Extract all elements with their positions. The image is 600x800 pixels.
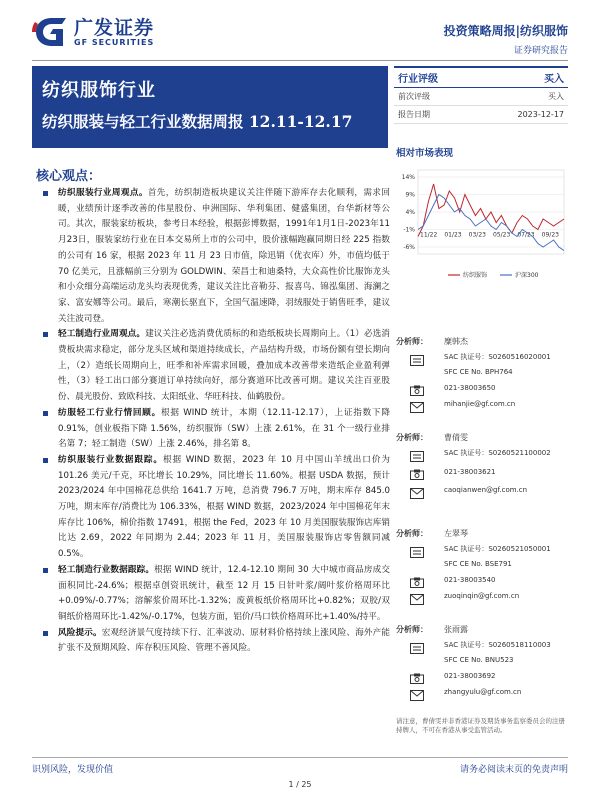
analyst-phone: 021-38003692 [444, 672, 496, 680]
x-tick-label: 11/22 [420, 231, 438, 239]
gf-logo [32, 16, 154, 48]
bullet-lead: 轻工制造行业数据跟踪。 [58, 564, 155, 575]
id-card-icon [410, 355, 424, 366]
series-line [418, 184, 564, 237]
core-views-content [40, 186, 390, 657]
analyst-label: 分析师： [396, 337, 428, 346]
rating-value: 买入 [544, 74, 564, 85]
legend-label: 纺织服饰 [463, 272, 488, 279]
x-tick-label: 07/23 [517, 231, 535, 239]
analyst-email: caoqianwen@gf.com.cn [444, 486, 528, 494]
analyst-label: 分析师： [396, 433, 428, 442]
bullet-text: 宏观经济景气度持续下行、汇率波动、原材料价格持续上涨风险、海外产能扩张不及预期风险、库存积压风险、管理不善风险。 [58, 627, 390, 654]
analyst-email: mihanjie@gf.com.cn [444, 400, 516, 408]
analyst-email: zuoqinqin@gf.com.cn [444, 592, 520, 600]
bullet-textile-weekly [40, 186, 390, 327]
analyst-name: 张雨露 [444, 625, 468, 634]
id-card-icon [410, 547, 424, 558]
phone-icon [410, 469, 424, 480]
footer-slogan: 识别风险，发现价值 [32, 765, 114, 775]
analyst-sfc: SFC CE No. BNU523 [444, 656, 514, 664]
report-subtype: 证券研究报告 [513, 46, 568, 56]
report-date-label: 报告日期 [398, 110, 430, 119]
bullet-text: 根据 WIND 数据，2023 年 10 月中国山羊绒出口价为 101.26 美元/千克，环比增长 10.29%，同比增长 11.60%。根据 USDA 数据，预计 2023/2024 年中国棉花总供给 1641.7 万吨，总消费 796.7 万吨，期末库存 845.0 万吨，期末库存/消费比为 106.33%，根据 WIND 数据，2023/2024 年中国棉花年末库存比 106%，棉价指数 17491，根据 the Fed，2023 年 10 月美国服装服饰店库销比达 2.69，2022 年同期为 2.44；2023 年 11 月，美国服装服饰店零售额同减 0.5%。 [58, 454, 390, 560]
analyst-sac: SAC 执证号：S0260518110003 [444, 641, 551, 649]
analyst-label: 分析师： [396, 529, 428, 538]
analyst-phone: 021-38003540 [444, 576, 496, 584]
bullet-market-review [40, 406, 390, 453]
phone-icon [410, 673, 424, 684]
bullet-lead: 轻工制造行业周观点。 [58, 329, 146, 340]
analyst-card [396, 520, 568, 616]
bullet-light-industry-data [40, 563, 390, 626]
industry-name: 纺织服饰行业 [42, 80, 156, 101]
analyst-card [396, 616, 568, 712]
prev-rating-value: 买入 [548, 92, 564, 101]
report-title: 纺织服装与轻工行业数据周报 12.11-12.17 [42, 112, 353, 131]
y-tick-label: 4% [405, 209, 415, 216]
phone-icon [410, 385, 424, 396]
bullet-light-industry-weekly [40, 327, 390, 406]
header-divider [32, 60, 568, 61]
y-tick-label: -6% [403, 244, 415, 251]
disclaimer: 请注意，曹倩雯并非香港证券及期货事务监察委员会的注册持牌人，不可在香港从事受监管活动。 [396, 717, 565, 734]
logo-english-name: GF SECURITIES [74, 37, 155, 47]
analyst-sac: SAC 执证号：S0260516020001 [444, 353, 551, 361]
y-tick-label: 9% [405, 191, 415, 199]
analyst-name: 糜韩杰 [444, 337, 468, 346]
bullet-textile-data [40, 453, 390, 563]
prev-rating-label: 前次评级 [398, 92, 430, 101]
bullet-text: 建议关注必选消费优质标的和造纸板块长周期向上。（1）必选消费板块需求稳定，部分龙头区域和渠道持续成长，产品结构升级，市场份额有望长期向上，（2）造纸长周期向上，旺季和补库需求回暖，叠加成本改善带来造纸企业盈利弹性，（3）轻工出口部分赛道订单持续向好，部分赛道环比改善可期。建议关注百亚股份、晨光股份、致欧科技、太阳纸业、华旺科技、仙鹤股份。 [58, 329, 390, 403]
analyst-card [396, 424, 568, 520]
analyst-sac: SAC 执证号：S0260521050001 [444, 545, 551, 553]
bullet-text: 根据 WIND 统计，12.4-12.10 期间 30 大中城市商品房成交面积同比-24.6%；根据卓创资讯统计，截至 12 月 15 日针叶浆/阔叶浆价格周环比+0.09%/-0.77%；溶解浆价周环比-1.32%；废黄板纸价格周环比+0.82%；双胶/双铜纸价格周环比-1.42%/-0.17%，包装方面，铝价/马口铁价格周环比+1.40%/持平。 [58, 564, 390, 622]
core-views-heading: 核心观点： [36, 169, 102, 184]
email-icon [410, 690, 424, 701]
analyst-email: zhangyulu@gf.com.cn [444, 688, 522, 696]
id-card-icon [410, 643, 424, 654]
analyst-sfc: SFC CE No. BSE791 [444, 560, 512, 568]
x-tick-label: 03/23 [468, 231, 486, 239]
bullet-lead: 纺织服装行业周观点。 [58, 188, 148, 198]
analyst-phone: 021-38003621 [444, 468, 496, 476]
title-banner [32, 66, 388, 148]
legend-label: 沪深300 [515, 272, 539, 279]
bullet-lead: 风险提示。 [58, 627, 102, 638]
relative-performance-title: 相对市场表现 [396, 148, 454, 159]
id-card-icon [410, 451, 424, 462]
bullet-lead: 纺织服装行业数据跟踪。 [58, 454, 163, 465]
email-icon [410, 594, 424, 605]
report-type: 投资策略周报|纺织服饰 [443, 24, 568, 38]
x-tick-label: 05/23 [493, 231, 511, 239]
phone-icon [410, 577, 424, 588]
x-tick-label: 09/23 [541, 231, 559, 239]
analyst-sfc: SFC CE No. BPH764 [444, 368, 513, 376]
bullet-text: 首先，纺织制造板块建议关注伴随下游库存去化顺利，需求回暖，业绩预计逐季改善的伟星股份、申洲国际、华利集团、健盛集团，台华新材等公司。其次，服装家纺板块，参考日本经验，根据彭博数据，1991年1月1日-2023年11月23日，服装家纺行业在日本交易所上市的公司中，股价涨幅跑赢同期日经 225 指数的公司有 16 家，根据 2023 年 11 月 23 日市值，除迅销（优衣库）外，市值均低于 70 亿美元，且涨幅前三分别为 GOLDWIN、荣昌士和迪桑特，大众高性价比服饰龙头和小众细分高端运动龙头均表现优秀，建议关注比音勒芬、报喜鸟、锦泓集团、海澜之家、富安娜等公司。最后，寒潮长驱直下，全国气温速降，羽绒服处于销售旺季，建议关注波司登。 [58, 188, 390, 324]
analyst-phone: 021-38003650 [444, 384, 496, 392]
bullet-risk [40, 626, 390, 657]
analyst-label: 分析师： [396, 625, 428, 634]
analyst-name: 曹倩雯 [444, 433, 468, 442]
y-tick-label: -1% [403, 226, 415, 234]
analyst-name: 左翠琴 [444, 529, 468, 538]
footer-divider [32, 757, 568, 758]
rating-box [394, 66, 568, 124]
analyst-card [396, 328, 568, 424]
y-tick-label: 14% [401, 174, 415, 181]
logo-chinese-name: 广发证券 [74, 16, 155, 39]
email-icon [410, 402, 424, 413]
relative-performance-chart [396, 162, 568, 302]
email-icon [410, 488, 424, 499]
report-date-value: 2023-12-17 [517, 110, 564, 119]
page-header [0, 0, 600, 62]
bullet-lead: 纺服轻工行业行情回顾。 [58, 407, 162, 418]
analyst-sac: SAC 执证号：S0260521100002 [444, 449, 551, 457]
page-number: 1 / 25 [288, 780, 312, 789]
x-tick-label: 01/23 [444, 231, 462, 239]
footer-disclaimer-note: 请务必阅读末页的免责声明 [459, 765, 568, 775]
rating-label: 行业评级 [398, 74, 438, 85]
gf-logo-icon [32, 16, 68, 48]
bullet-text: 根据 WIND 统计，本期（12.11-12.17），上证指数下降 0.91%，创业板指下降 1.56%，纺织服饰（SW）上涨 2.61%，在 31 个一级行业排名第 7；轻工制造（SW）上涨 2.46%，排名第 8。 [58, 407, 390, 450]
series-line [418, 195, 564, 251]
analyst-list [396, 328, 568, 712]
